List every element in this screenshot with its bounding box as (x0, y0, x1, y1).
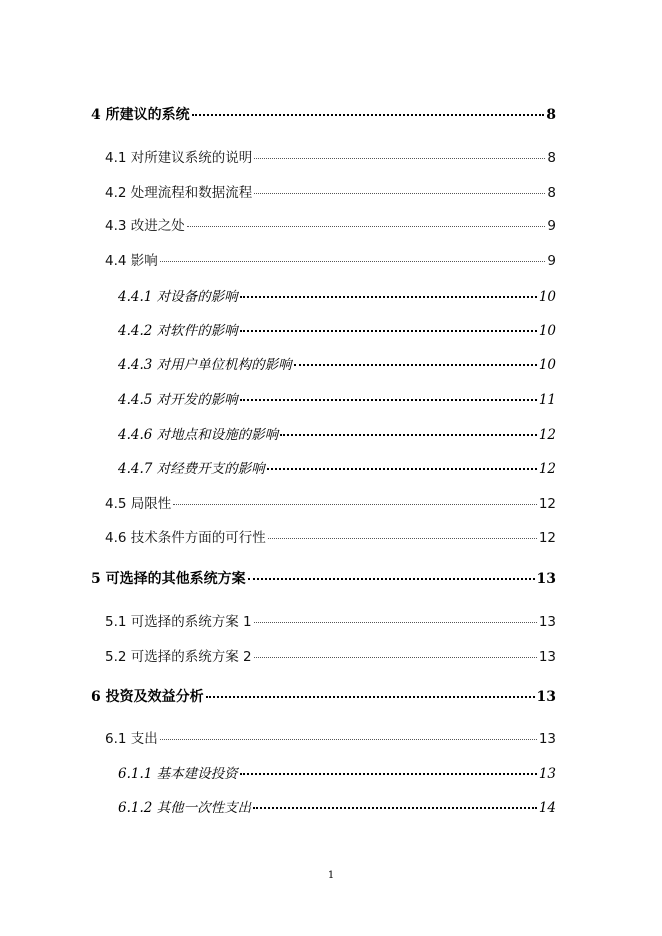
toc-leader (240, 295, 537, 298)
toc-entry-page: 10 (538, 289, 556, 305)
toc-entry-page: 13 (538, 731, 556, 747)
toc-entry-title: 5.1 可选择的系统方案 1 (105, 614, 252, 630)
toc-entry-page: 9 (547, 218, 556, 234)
toc-entry-page: 9 (547, 253, 556, 269)
toc-entry-page: 11 (538, 392, 556, 408)
toc-entry-4-4-3[interactable] (118, 353, 556, 373)
toc-leader (160, 738, 537, 740)
toc-entry-title: 4.1 对所建议系统的说明 (105, 150, 253, 166)
toc-leader (254, 192, 545, 194)
toc-entry-title: 4.4.7 对经费开支的影响 (118, 461, 265, 477)
toc-entry-title: 4.5 局限性 (105, 496, 172, 512)
toc-entry-chapter-6[interactable] (91, 686, 556, 706)
toc-leader (254, 157, 545, 159)
toc-entry-title: 4.4.5 对开发的影响 (118, 392, 238, 408)
toc-entry-page: 14 (538, 800, 556, 816)
toc-entry-title: 6.1.1 基本建设投资 (118, 766, 238, 782)
toc-leader (160, 260, 546, 262)
toc-entry-title: 4.4.6 对地点和设施的影响 (118, 427, 279, 443)
toc-entry-page: 12 (538, 461, 556, 477)
toc-entry-page: 13 (536, 571, 556, 587)
toc-entry-page: 8 (546, 107, 556, 123)
toc-entry-5-2[interactable] (105, 645, 556, 665)
toc-entry-title: 6 投资及效益分析 (91, 689, 204, 705)
toc-entry-page: 13 (538, 614, 556, 630)
toc-leader (248, 577, 535, 580)
toc-entry-chapter-5[interactable] (91, 568, 556, 588)
toc-entry-4-4-2[interactable] (118, 319, 556, 339)
toc-entry-page: 12 (538, 530, 556, 546)
toc-leader (240, 329, 537, 332)
toc-leader (173, 503, 537, 505)
toc-entry-4-6[interactable] (105, 526, 556, 546)
toc-entry-4-4-7[interactable] (118, 457, 556, 477)
toc-entry-page: 8 (547, 150, 556, 166)
toc-entry-title: 4.4.3 对用户单位机构的影响 (118, 357, 292, 373)
toc-entry-page: 13 (538, 766, 556, 782)
toc-leader (240, 772, 537, 775)
toc-entry-page: 13 (538, 649, 556, 665)
toc-leader (254, 656, 537, 658)
toc-entry-4-1[interactable] (105, 146, 556, 166)
toc-entry-title: 4.4 影响 (105, 253, 158, 269)
toc-entry-title: 4.4.2 对软件的影响 (118, 323, 238, 339)
toc-entry-6-1-1[interactable] (118, 762, 556, 782)
toc-leader (192, 113, 545, 116)
toc-entry-title: 4 所建议的系统 (91, 107, 190, 123)
toc-entry-page: 10 (538, 323, 556, 339)
toc-leader (254, 621, 537, 623)
toc-entry-4-4-6[interactable] (118, 423, 556, 443)
toc-leader (268, 537, 537, 539)
toc-entry-page: 10 (538, 357, 556, 373)
toc-entry-4-3[interactable] (105, 214, 556, 234)
toc-entry-6-1[interactable] (105, 727, 556, 747)
toc-entry-4-4[interactable] (105, 249, 556, 269)
toc-entry-chapter-4[interactable] (91, 104, 556, 124)
toc-entry-title: 6.1.2 其他一次性支出 (118, 800, 252, 816)
toc-leader (206, 695, 535, 698)
toc-entry-4-4-5[interactable] (118, 388, 556, 408)
toc-entry-title: 5.2 可选择的系统方案 2 (105, 649, 252, 665)
toc-entry-4-2[interactable] (105, 181, 556, 201)
toc-entry-page: 8 (547, 185, 556, 201)
toc-entry-4-4-1[interactable] (118, 285, 556, 305)
toc-entry-title: 5 可选择的其他系统方案 (91, 571, 246, 587)
toc-leader (294, 363, 537, 366)
toc-leader (267, 467, 537, 470)
toc-entry-title: 6.1 支出 (105, 731, 158, 747)
toc-entry-page: 12 (538, 427, 556, 443)
toc-entry-title: 4.3 改进之处 (105, 218, 185, 234)
toc-entry-5-1[interactable] (105, 610, 556, 630)
page-number: 1 (327, 870, 335, 881)
toc-leader (253, 806, 537, 809)
toc-leader (187, 225, 546, 227)
toc-entry-page: 12 (538, 496, 556, 512)
toc-entry-title: 4.2 处理流程和数据流程 (105, 185, 253, 201)
toc-entry-page: 13 (536, 689, 556, 705)
toc-entry-title: 4.4.1 对设备的影响 (118, 289, 238, 305)
toc-leader (240, 398, 537, 401)
toc-entry-title: 4.6 技术条件方面的可行性 (105, 530, 266, 546)
toc-leader (280, 433, 537, 436)
toc-entry-4-5[interactable] (105, 492, 556, 512)
toc-entry-6-1-2[interactable] (118, 796, 556, 816)
